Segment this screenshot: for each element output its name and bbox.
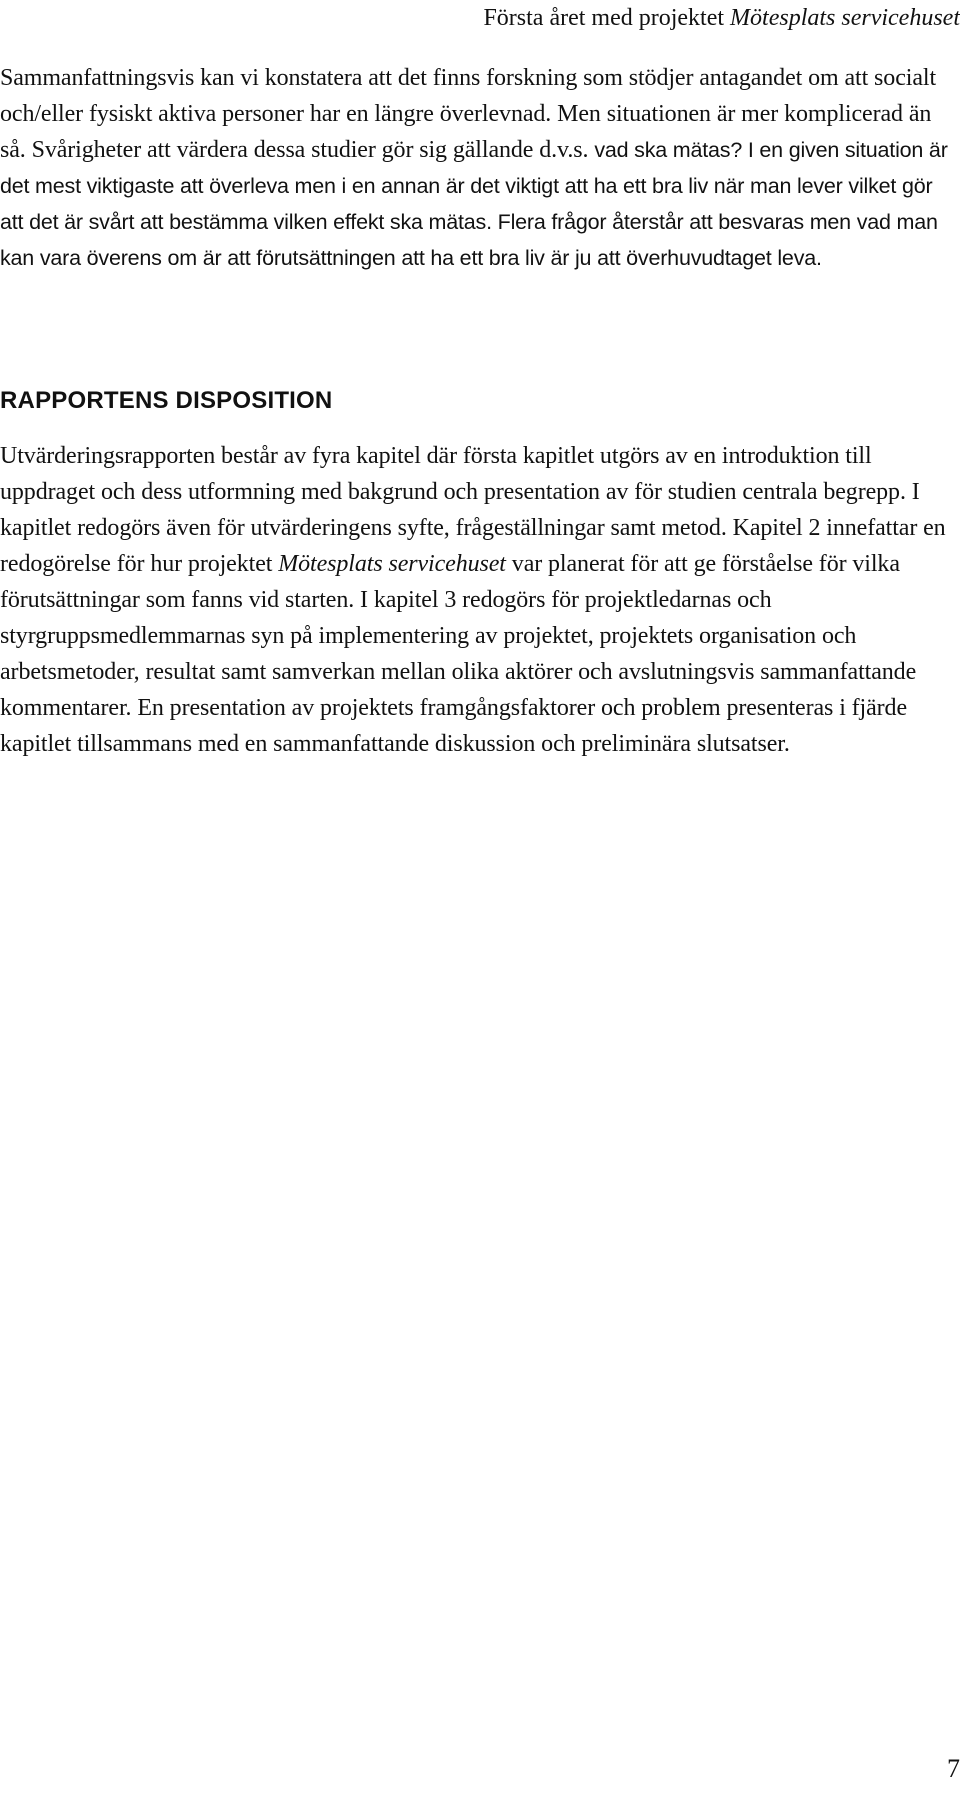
section-heading: RAPPORTENS DISPOSITION: [0, 387, 333, 414]
page-number: 7: [947, 1754, 960, 1783]
running-header: [483, 4, 960, 32]
running-header-prefix: Första året med projektet: [483, 5, 731, 31]
disposition-paragraph-text-2: var planerat för att ge förståelse för vilka förutsättningar som fanns vid starten. I kapitel 3 redogörs för projektledarnas och styrgruppsmedlemmarnas syn på implementering av projektet, projektets organisation och arbetsmetoder, resultat samt samverkan mellan olika aktörer och avslutningsvis sammanfattande kommentarer. En presentation av projektets framgångsfaktorer och problem presenteras i fjärde kapitlet tillsammans med en sammanfattande diskussion och preliminära slutsatser.: [0, 551, 917, 757]
running-header-project-name: Mötesplats servicehuset: [730, 5, 960, 31]
summary-paragraph-sans-text: vad ska mätas? I en given situation är det mest viktigaste att överleva men i en annan är det viktigt att ha ett bra liv när man lever vilket gör att det är svårt att bestämma vilken effekt ska mätas. Flera frågor återstår att besvaras men vad man kan vara överens om är att förutsättningen att ha ett bra liv är ju att överhuvudtaget leva.: [0, 138, 948, 270]
disposition-paragraph-project-name: Mötesplats servicehuset: [278, 551, 506, 577]
summary-paragraph: [0, 60, 960, 276]
disposition-paragraph: [0, 438, 960, 762]
summary-paragraph-serif-text: Sammanfattningsvis kan vi konstatera att det finns forskning som stödjer antagandet om att socialt och/eller fysiskt aktiva personer har en längre överlevnad. Men situationen är mer komplicerad än så. Svårigheter att värdera dessa studier gör sig gällande d.v.s.: [0, 65, 937, 163]
disposition-paragraph-text-1: Utvärderingsrapporten består av fyra kapitel där första kapitlet utgörs av en introduktion till uppdraget och dess utformning med bakgrund och presentation av för studien centrala begrepp. I kapitlet redogörs även för utvärderingens syfte, frågeställningar samt metod. Kapitel 2 innefattar en redogörelse för hur projektet: [0, 443, 946, 577]
